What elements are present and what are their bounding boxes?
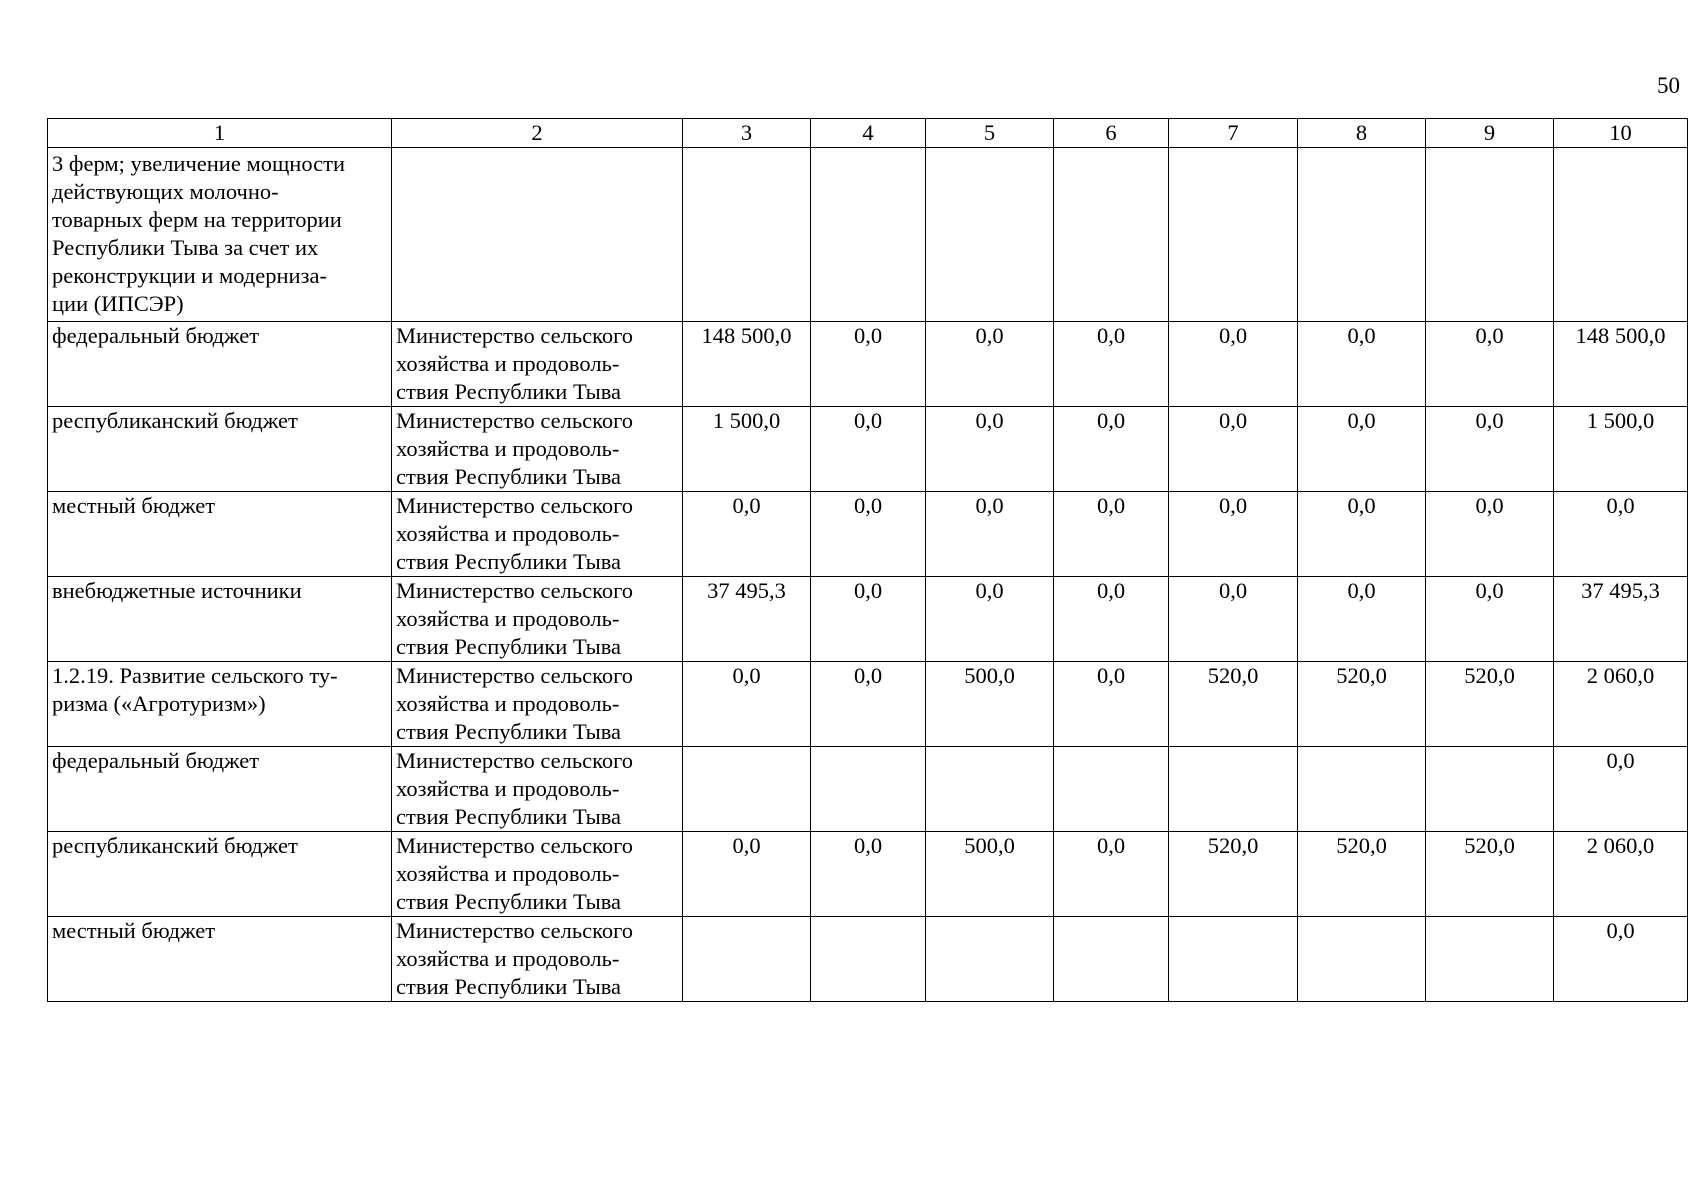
value-cell-col-9 [1426, 148, 1554, 322]
row-label-line: местный бюджет [52, 918, 216, 943]
executor-line: хозяйства и продоволь- [396, 521, 620, 546]
row-label-line: федеральный бюджет [52, 323, 260, 348]
value-cell-col-7 [1169, 148, 1298, 322]
executor-line: хозяйства и продоволь- [396, 351, 620, 376]
row-label-line: ции (ИПСЭР) [52, 291, 184, 316]
value-cell-col-3 [683, 747, 811, 832]
executor-line: Министерство сельского [396, 663, 634, 688]
value-cell-col-9 [1426, 917, 1554, 1002]
executor-line: ствия Республики Тыва [396, 804, 622, 829]
executor-line: хозяйства и продоволь- [396, 861, 620, 886]
value-cell-col-6: 0,0 [1054, 577, 1169, 662]
row-label-line: действующих молочно- [52, 179, 279, 204]
value-cell-col-8: 0,0 [1298, 407, 1426, 492]
column-header-3: 3 [683, 119, 811, 148]
value-cell-col-7: 0,0 [1169, 577, 1298, 662]
column-header-5: 5 [926, 119, 1054, 148]
executor-cell [392, 577, 683, 662]
value-cell-col-6 [1054, 747, 1169, 832]
row-label-cell [48, 662, 392, 747]
table-row [48, 492, 1688, 577]
page-number: 50 [1657, 73, 1680, 98]
value-cell-col-10: 2 060,0 [1554, 832, 1688, 917]
executor-line: хозяйства и продоволь- [396, 776, 620, 801]
value-cell-col-8: 0,0 [1298, 322, 1426, 407]
value-cell-col-8: 520,0 [1298, 662, 1426, 747]
table-row [48, 322, 1688, 407]
value-cell-col-8 [1298, 747, 1426, 832]
row-label-cell [48, 917, 392, 1002]
value-cell-col-3 [683, 148, 811, 322]
value-cell-col-4 [811, 148, 926, 322]
value-cell-col-7: 0,0 [1169, 492, 1298, 577]
value-cell-col-3: 1 500,0 [683, 407, 811, 492]
executor-line: ствия Республики Тыва [396, 549, 622, 574]
value-cell-col-6 [1054, 148, 1169, 322]
executor-cell [392, 322, 683, 407]
value-cell-col-5: 500,0 [926, 832, 1054, 917]
value-cell-col-5: 0,0 [926, 492, 1054, 577]
table-body [48, 119, 1688, 1002]
value-cell-col-9 [1426, 747, 1554, 832]
value-cell-col-5: 0,0 [926, 407, 1054, 492]
column-header-10: 10 [1554, 119, 1688, 148]
executor-cell [392, 747, 683, 832]
value-cell-col-3: 37 495,3 [683, 577, 811, 662]
value-cell-col-6: 0,0 [1054, 832, 1169, 917]
row-label-cell [48, 322, 392, 407]
value-cell-col-4: 0,0 [811, 832, 926, 917]
value-cell-col-10: 37 495,3 [1554, 577, 1688, 662]
value-cell-col-7: 520,0 [1169, 832, 1298, 917]
executor-line: Министерство сельского [396, 493, 634, 518]
value-cell-col-8: 0,0 [1298, 577, 1426, 662]
table-row [48, 747, 1688, 832]
executor-line: хозяйства и продоволь- [396, 436, 620, 461]
value-cell-col-6: 0,0 [1054, 407, 1169, 492]
executor-cell [392, 407, 683, 492]
value-cell-col-9: 0,0 [1426, 407, 1554, 492]
row-label-cell [48, 832, 392, 917]
row-label-line: товарных ферм на территории [52, 207, 342, 232]
value-cell-col-3: 0,0 [683, 492, 811, 577]
table-row [48, 832, 1688, 917]
value-cell-col-10: 2 060,0 [1554, 662, 1688, 747]
row-label-line: республиканский бюджет [52, 408, 298, 433]
value-cell-col-4: 0,0 [811, 577, 926, 662]
budget-table [47, 118, 1688, 1002]
value-cell-col-9: 0,0 [1426, 492, 1554, 577]
value-cell-col-7: 0,0 [1169, 407, 1298, 492]
value-cell-col-5: 0,0 [926, 577, 1054, 662]
value-cell-col-4: 0,0 [811, 407, 926, 492]
value-cell-col-10 [1554, 148, 1688, 322]
table-row [48, 577, 1688, 662]
value-cell-col-3 [683, 917, 811, 1002]
value-cell-col-3: 148 500,0 [683, 322, 811, 407]
executor-cell [392, 662, 683, 747]
column-header-6: 6 [1054, 119, 1169, 148]
row-label-line: федеральный бюджет [52, 748, 260, 773]
value-cell-col-7 [1169, 917, 1298, 1002]
value-cell-col-8: 0,0 [1298, 492, 1426, 577]
column-header-1: 1 [48, 119, 392, 148]
executor-line: ствия Республики Тыва [396, 889, 622, 914]
column-header-9: 9 [1426, 119, 1554, 148]
value-cell-col-9: 0,0 [1426, 322, 1554, 407]
executor-line: хозяйства и продоволь- [396, 691, 620, 716]
value-cell-col-3: 0,0 [683, 832, 811, 917]
value-cell-col-10: 0,0 [1554, 747, 1688, 832]
value-cell-col-5 [926, 747, 1054, 832]
value-cell-col-10: 0,0 [1554, 492, 1688, 577]
executor-line: ствия Республики Тыва [396, 719, 622, 744]
table-row [48, 407, 1688, 492]
row-label-line: ризма («Агротуризм») [52, 691, 266, 716]
executor-line: ствия Республики Тыва [396, 379, 622, 404]
value-cell-col-4: 0,0 [811, 492, 926, 577]
column-header-2: 2 [392, 119, 683, 148]
value-cell-col-6: 0,0 [1054, 662, 1169, 747]
value-cell-col-5: 500,0 [926, 662, 1054, 747]
column-header-8: 8 [1298, 119, 1426, 148]
executor-cell [392, 917, 683, 1002]
table-row [48, 662, 1688, 747]
executor-line: ствия Республики Тыва [396, 634, 622, 659]
row-label-line: местный бюджет [52, 493, 216, 518]
value-cell-col-4 [811, 747, 926, 832]
executor-cell [392, 148, 683, 322]
executor-line: хозяйства и продоволь- [396, 606, 620, 631]
executor-line: Министерство сельского [396, 748, 634, 773]
value-cell-col-4 [811, 917, 926, 1002]
value-cell-col-6 [1054, 917, 1169, 1002]
value-cell-col-10: 0,0 [1554, 917, 1688, 1002]
row-label-cell [48, 407, 392, 492]
value-cell-col-10: 148 500,0 [1554, 322, 1688, 407]
row-label-line: внебюджетные источники [52, 578, 302, 603]
value-cell-col-4: 0,0 [811, 662, 926, 747]
table-row [48, 148, 1688, 322]
value-cell-col-8 [1298, 148, 1426, 322]
executor-line: хозяйства и продоволь- [396, 946, 620, 971]
table-header-row [48, 119, 1688, 148]
row-label-cell [48, 492, 392, 577]
column-header-4: 4 [811, 119, 926, 148]
executor-line: Министерство сельского [396, 323, 634, 348]
value-cell-col-6: 0,0 [1054, 492, 1169, 577]
value-cell-col-8 [1298, 917, 1426, 1002]
executor-cell [392, 832, 683, 917]
table-row [48, 917, 1688, 1002]
executor-line: ствия Республики Тыва [396, 464, 622, 489]
value-cell-col-4: 0,0 [811, 322, 926, 407]
executor-line: Министерство сельского [396, 833, 634, 858]
row-label-cell [48, 747, 392, 832]
executor-cell [392, 492, 683, 577]
row-label-line: 3 ферм; увеличение мощности [52, 151, 345, 176]
row-label-cell [48, 577, 392, 662]
value-cell-col-5 [926, 917, 1054, 1002]
executor-line: Министерство сельского [396, 408, 634, 433]
row-label-line: реконструкции и модерниза- [52, 263, 327, 288]
value-cell-col-7 [1169, 747, 1298, 832]
value-cell-col-6: 0,0 [1054, 322, 1169, 407]
value-cell-col-9: 520,0 [1426, 662, 1554, 747]
value-cell-col-9: 520,0 [1426, 832, 1554, 917]
row-label-line: Республики Тыва за счет их [52, 235, 319, 260]
value-cell-col-3: 0,0 [683, 662, 811, 747]
executor-line: ствия Республики Тыва [396, 974, 622, 999]
value-cell-col-5 [926, 148, 1054, 322]
row-label-cell [48, 148, 392, 322]
row-label-line: республиканский бюджет [52, 833, 298, 858]
value-cell-col-7: 520,0 [1169, 662, 1298, 747]
value-cell-col-7: 0,0 [1169, 322, 1298, 407]
value-cell-col-8: 520,0 [1298, 832, 1426, 917]
row-label-line: 1.2.19. Развитие сельского ту- [52, 663, 338, 688]
value-cell-col-9: 0,0 [1426, 577, 1554, 662]
value-cell-col-10: 1 500,0 [1554, 407, 1688, 492]
column-header-7: 7 [1169, 119, 1298, 148]
executor-line: Министерство сельского [396, 918, 634, 943]
executor-line: Министерство сельского [396, 578, 634, 603]
value-cell-col-5: 0,0 [926, 322, 1054, 407]
